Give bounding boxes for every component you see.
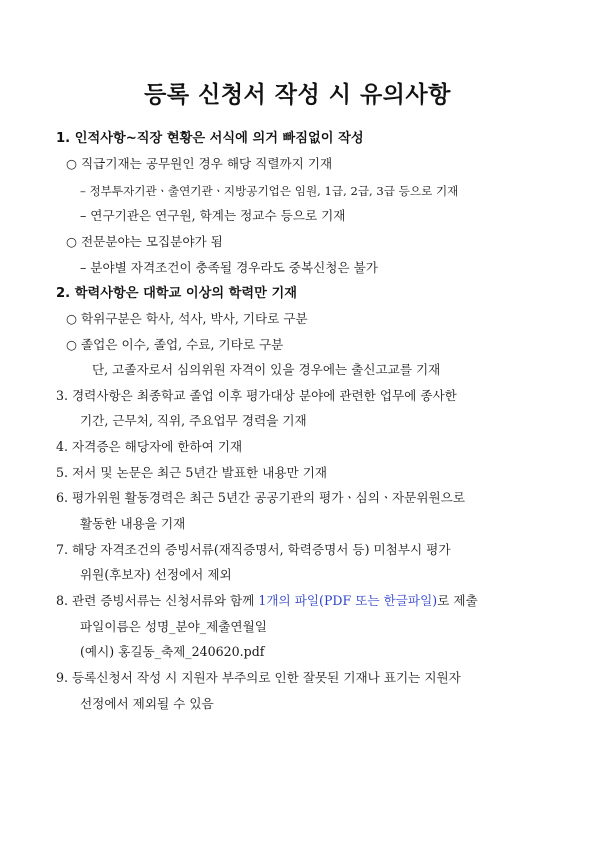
section-8-file-highlight: 1개의 파일(PDF 또는 한글파일): [258, 593, 438, 608]
section-8-example: (예시) 홍길동_축제_240620.pdf: [80, 644, 265, 659]
section-6-line-2: 활동한 내용을 기재: [80, 516, 186, 531]
section-9-line-1: 9. 등록신청서 작성 시 지원자 부주의로 인한 잘못된 기재나 표기는 지원자: [56, 670, 461, 685]
section-3-line-2: 기간, 근무처, 직위, 주요업무 경력을 기재: [80, 413, 307, 428]
section-6-line-1: 6. 평가위원 활동경력은 최근 5년간 공공기관의 평가ㆍ심의ㆍ자문위원으로: [56, 490, 466, 505]
section-1-item-a-sub-2: – 연구기관은 연구원, 학계는 정교수 등으로 기재: [80, 208, 346, 223]
section-2-item-b-note: 단, 고졸자로서 심의위원 자격이 있을 경우에는 출신고교를 기재: [92, 362, 441, 377]
section-1-item-b: ○ 전문분야는 모집분야가 됨: [66, 234, 223, 249]
section-8-text-start: 8. 관련 증빙서류는 신청서류와 함께: [56, 593, 259, 608]
section-8-line-1: [56, 593, 478, 609]
section-8-line-2: 파일이름은 성명_분야_제출연월일: [80, 619, 267, 634]
section-9-line-2: 선정에서 제외될 수 있음: [80, 696, 214, 711]
section-1-item-a-sub-1: – 정부투자기관ㆍ출연기관ㆍ지방공기업은 임원, 1급, 2급, 3급 등으로 기재: [80, 184, 459, 198]
section-7-line-1: 7. 해당 자격조건의 증빙서류(재직증명서, 학력증명서 등) 미첨부시 평가: [56, 542, 451, 557]
section-2-heading: 2. 학력사항은 대학교 이상의 학력만 기재: [56, 286, 297, 301]
section-7-line-2: 위원(후보자) 선정에서 제외: [80, 567, 232, 582]
section-8-text-end: 로 제출: [437, 593, 478, 608]
section-4: 4. 자격증은 해당자에 한하여 기재: [56, 439, 243, 454]
section-1-heading: 1. 인적사항~직장 현황은 서식에 의거 빠짐없이 작성: [56, 131, 364, 146]
section-5: 5. 저서 및 논문은 최근 5년간 발표한 내용만 기재: [56, 465, 328, 480]
page-title: 등록 신청서 작성 시 유의사항: [144, 82, 451, 108]
section-1-item-b-sub-1: – 분야별 자격조건이 충족될 경우라도 중복신청은 불가: [80, 260, 378, 275]
section-2-item-b: ○ 졸업은 이수, 졸업, 수료, 기타로 구분: [66, 337, 284, 352]
section-2-item-a: ○ 학위구분은 학사, 석사, 박사, 기타로 구분: [66, 311, 308, 326]
section-1-item-a: ○ 직급기재는 공무원인 경우 해당 직렬까지 기재: [66, 156, 333, 171]
section-3-line-1: 3. 경력사항은 최종학교 졸업 이후 평가대상 분야에 관련한 업무에 종사한: [56, 388, 457, 403]
